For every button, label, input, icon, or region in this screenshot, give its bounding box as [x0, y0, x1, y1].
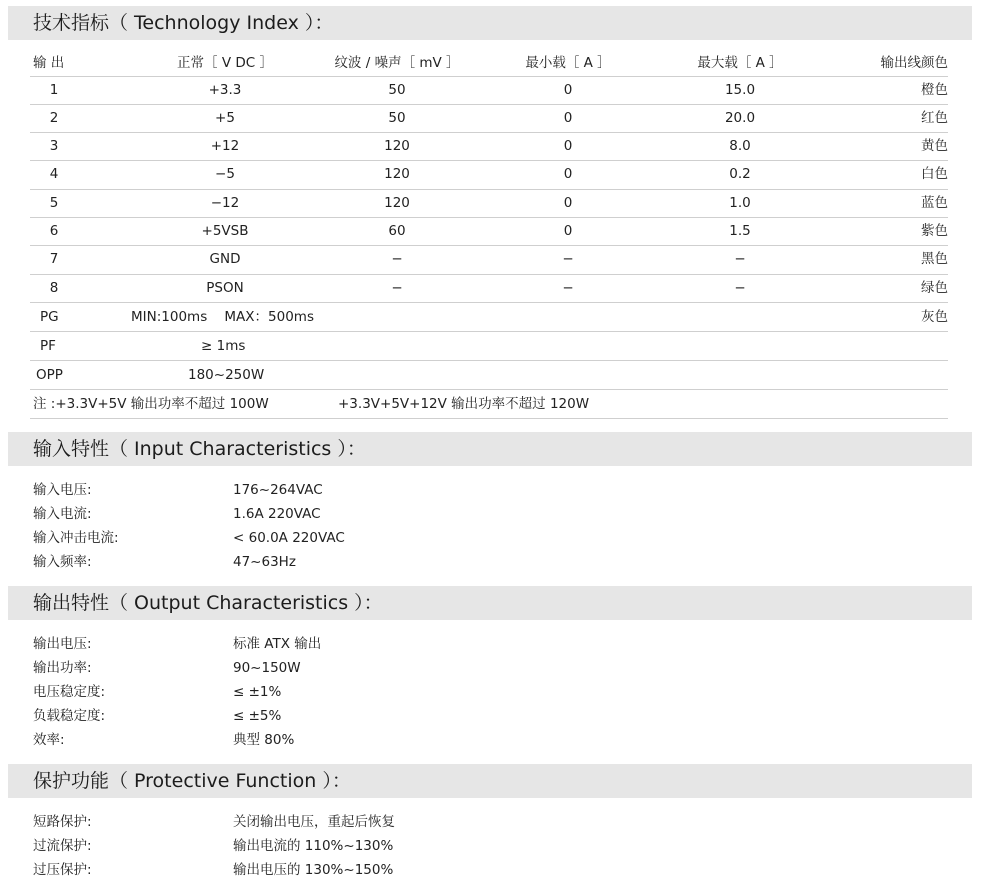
- spec-key: 输入冲击电流:: [33, 530, 119, 546]
- table-row: [30, 190, 948, 218]
- spec-value: 90~150W: [233, 660, 301, 676]
- opp-row: [30, 361, 948, 390]
- spec-value: 1.6A 220VAC: [233, 506, 321, 522]
- table-row: [30, 275, 948, 303]
- output-number: 6: [49, 223, 59, 239]
- output-number: 2: [49, 110, 59, 126]
- table-row: [30, 246, 948, 275]
- max-load-value: 1.5: [729, 223, 751, 239]
- table-row: [30, 77, 948, 105]
- ripple-value: 50: [388, 82, 406, 98]
- output-number: 5: [49, 195, 59, 211]
- voltage-value: +5: [215, 110, 235, 126]
- voltage-value: +5VSB: [201, 223, 249, 239]
- pg-text: MIN:100ms MAX：500ms: [131, 309, 314, 325]
- min-load-value: 0: [563, 82, 573, 98]
- ripple-value: 50: [388, 110, 406, 126]
- spec-key: 效率:: [33, 732, 65, 748]
- table-row: [30, 161, 948, 190]
- note-text-2: +3.3V+5V+12V 输出功率不超过 120W: [338, 396, 590, 412]
- note-text-1: 注 :+3.3V+5V 输出功率不超过 100W: [33, 396, 269, 412]
- spec-key: 过压保护:: [33, 862, 92, 878]
- spec-value: ≤ ±1%: [233, 684, 282, 700]
- voltage-value: PSON: [206, 280, 244, 296]
- min-load-value: 0: [563, 166, 573, 182]
- max-load-value: 0.2: [729, 166, 751, 182]
- ripple-value: 120: [384, 138, 410, 154]
- wire-color-value: 黄色: [921, 138, 948, 154]
- pf-label: PF: [40, 338, 56, 354]
- wire-color-value: 黑色: [921, 251, 948, 267]
- max-load-value: −: [734, 251, 746, 267]
- min-load-value: 0: [563, 223, 573, 239]
- ripple-value: 60: [388, 223, 406, 239]
- wire-color-value: 红色: [921, 110, 948, 126]
- spec-key: 输入频率:: [33, 554, 92, 570]
- spec-key: 输出功率:: [33, 660, 92, 676]
- spec-key: 输入电压:: [33, 482, 92, 498]
- technology-table: [30, 50, 948, 419]
- table-row: [30, 218, 948, 246]
- header-output: 输 出: [33, 55, 65, 71]
- wire-color-value: 绿色: [921, 280, 948, 296]
- spec-value: 标准 ATX 输出: [233, 636, 322, 652]
- pg-label: PG: [40, 309, 59, 325]
- table-row: [30, 105, 948, 133]
- spec-value: 47~63Hz: [233, 554, 296, 570]
- ripple-value: −: [391, 280, 403, 296]
- voltage-value: +12: [210, 138, 240, 154]
- wire-color-value: 白色: [921, 166, 948, 182]
- output-number: 7: [49, 251, 59, 267]
- technology-table-header: [30, 50, 948, 77]
- min-load-value: 0: [563, 110, 573, 126]
- note-row: [30, 390, 948, 419]
- output-number: 4: [49, 166, 59, 182]
- voltage-value: +3.3: [208, 82, 242, 98]
- wire-color-value: 紫色: [921, 223, 948, 239]
- voltage-value: −5: [215, 166, 235, 182]
- output-section-title: 输出特性（ Output Characteristics ）：: [8, 586, 972, 620]
- voltage-value: GND: [209, 251, 241, 267]
- spec-key: 负载稳定度:: [33, 708, 106, 724]
- output-number: 1: [49, 82, 59, 98]
- header-min-load: 最小载［ A ］: [525, 55, 611, 71]
- spec-value: ≤ ±5%: [233, 708, 282, 724]
- min-load-value: −: [562, 251, 574, 267]
- ripple-value: 120: [384, 195, 410, 211]
- min-load-value: 0: [563, 195, 573, 211]
- max-load-value: 1.0: [729, 195, 751, 211]
- pg-wire-color: 灰色: [921, 309, 948, 325]
- ripple-value: 120: [384, 166, 410, 182]
- spec-value: 输出电压的 130%~150%: [233, 862, 394, 878]
- opp-text: 180~250W: [188, 367, 265, 383]
- protection-section-title: 保护功能（ Protective Function ）：: [8, 764, 972, 798]
- spec-value: < 60.0A 220VAC: [233, 530, 345, 546]
- input-section-title: 输入特性（ Input Characteristics ）：: [8, 432, 972, 466]
- opp-label: OPP: [36, 367, 63, 383]
- wire-color-value: 蓝色: [921, 195, 948, 211]
- header-voltage: 正常［ V DC ］: [177, 55, 273, 71]
- pf-row: [30, 332, 948, 361]
- spec-value: 输出电流的 110%~130%: [233, 838, 394, 854]
- header-ripple: 纹波 / 噪声［ mV ］: [334, 55, 460, 71]
- spec-key: 短路保护:: [33, 814, 92, 830]
- header-max-load: 最大载［ A ］: [697, 55, 783, 71]
- spec-key: 输出电压:: [33, 636, 92, 652]
- max-load-value: −: [734, 280, 746, 296]
- output-number: 8: [49, 280, 59, 296]
- spec-value: 176~264VAC: [233, 482, 323, 498]
- spec-value: 典型 80%: [233, 732, 295, 748]
- spec-key: 过流保护:: [33, 838, 92, 854]
- technology-section-title: 技术指标（ Technology Index ）：: [8, 6, 972, 40]
- spec-key: 电压稳定度:: [33, 684, 106, 700]
- min-load-value: 0: [563, 138, 573, 154]
- pf-text: ≥ 1ms: [201, 338, 246, 354]
- max-load-value: 8.0: [729, 138, 751, 154]
- pg-row: [30, 303, 948, 332]
- wire-color-value: 橙色: [921, 82, 948, 98]
- max-load-value: 20.0: [724, 110, 756, 126]
- output-number: 3: [49, 138, 59, 154]
- voltage-value: −12: [210, 195, 240, 211]
- spec-key: 输入电流:: [33, 506, 92, 522]
- table-row: [30, 133, 948, 161]
- min-load-value: −: [562, 280, 574, 296]
- header-wire-color: 输出线颜色: [880, 55, 948, 71]
- spec-value: 关闭输出电压，重起后恢复: [233, 814, 395, 830]
- ripple-value: −: [391, 251, 403, 267]
- max-load-value: 15.0: [724, 82, 756, 98]
